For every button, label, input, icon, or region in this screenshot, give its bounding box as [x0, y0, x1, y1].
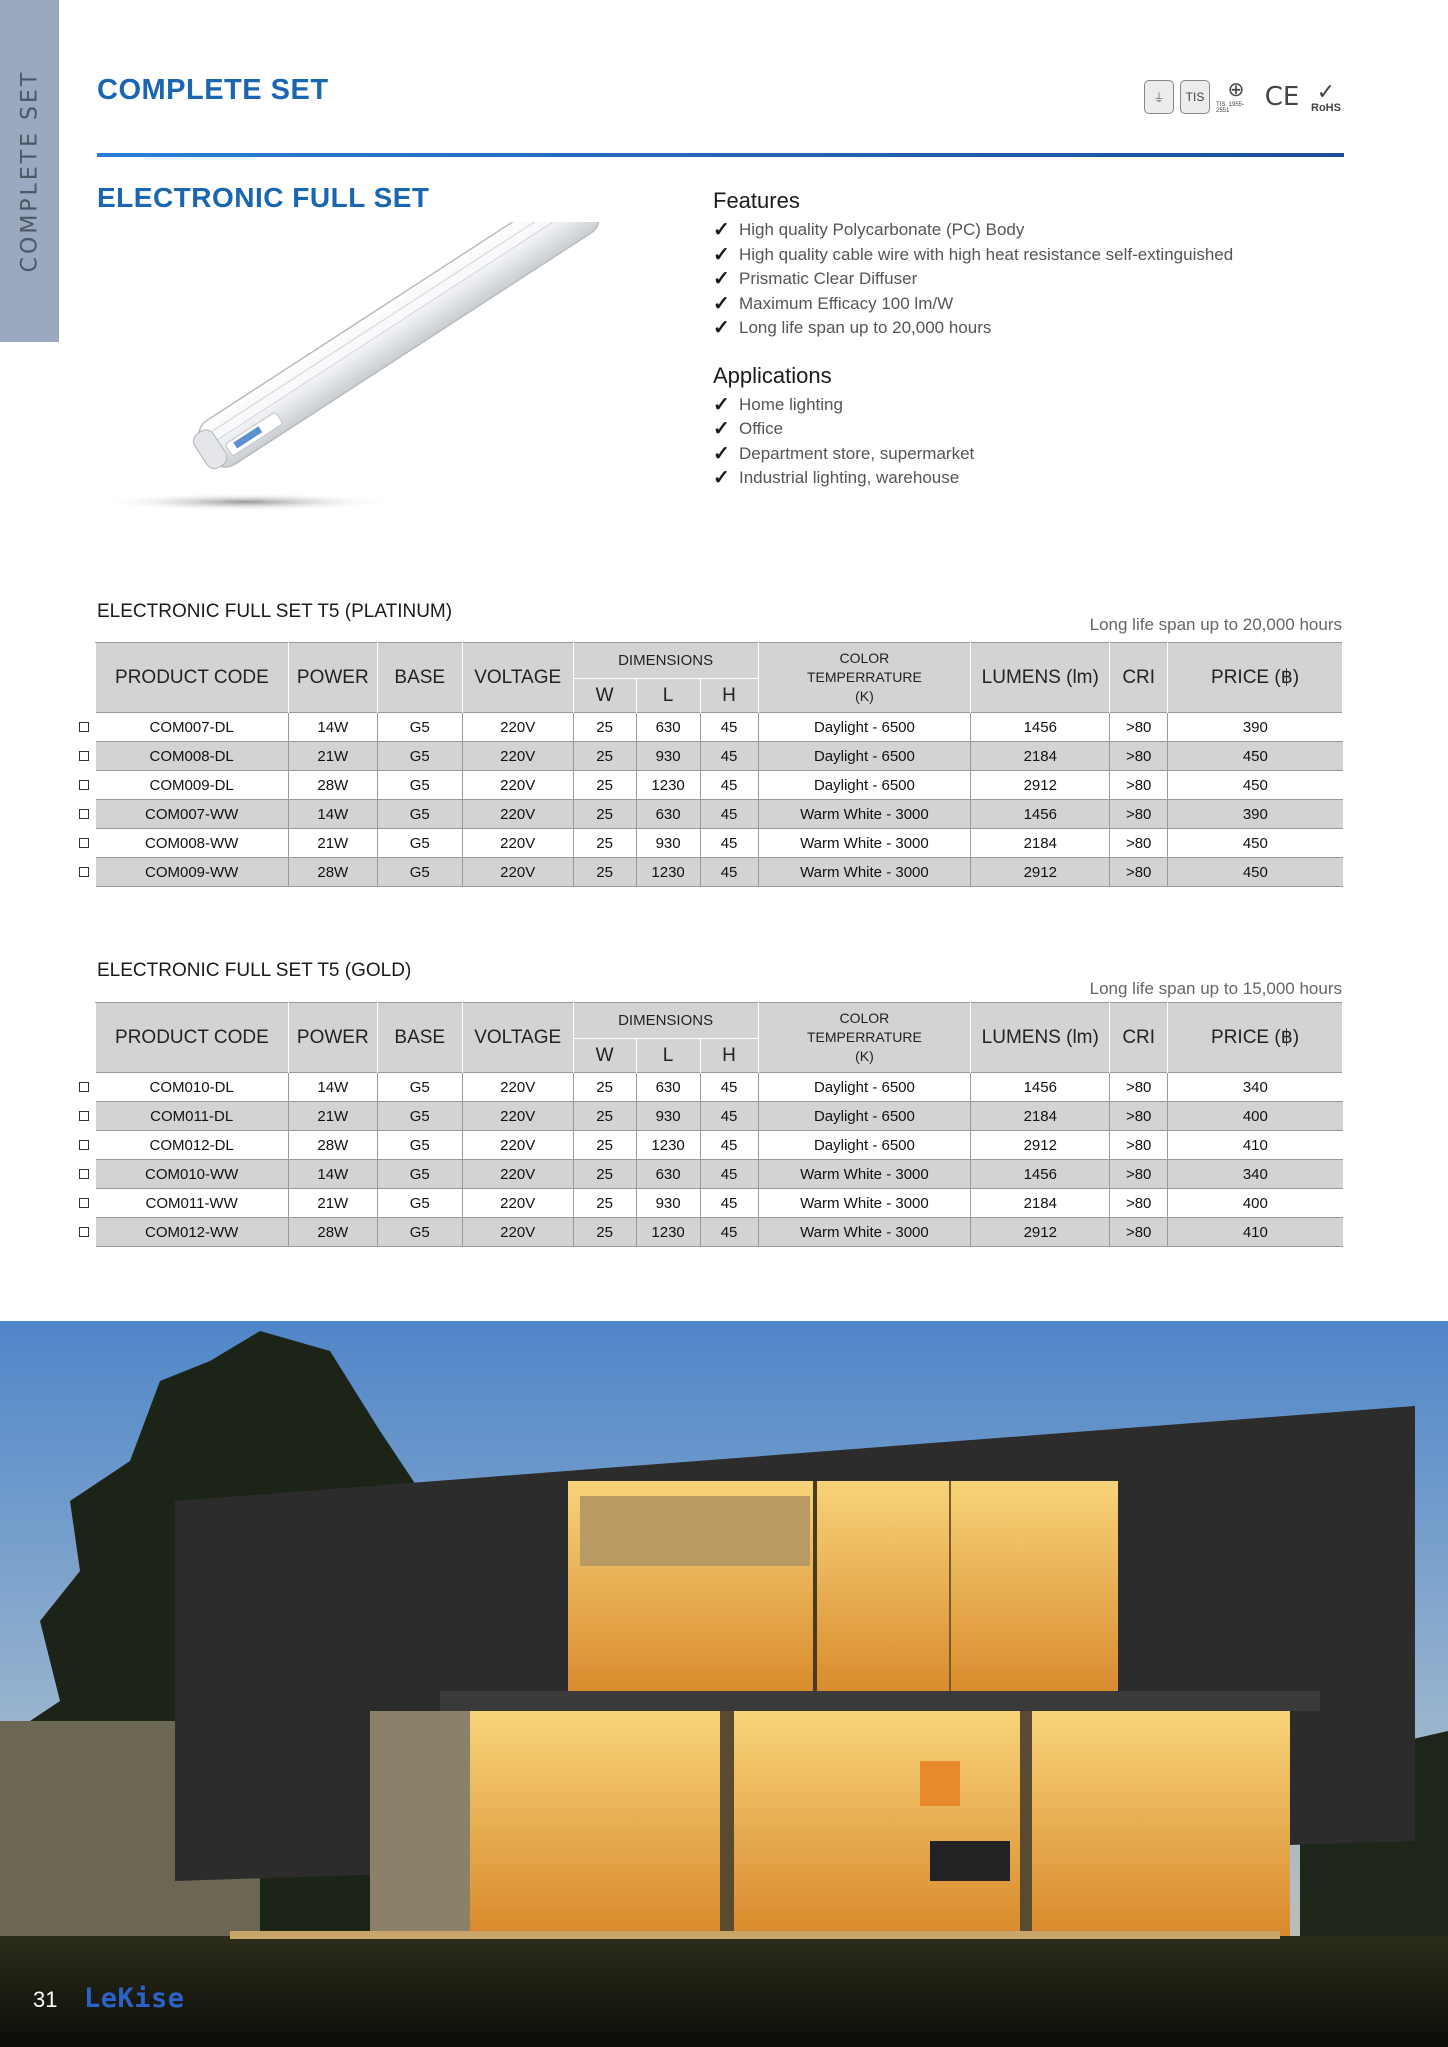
header-product-code: PRODUCT CODE — [96, 643, 289, 713]
cell-h: 45 — [700, 1218, 758, 1247]
product-code-text: COM011-DL — [150, 1107, 234, 1125]
side-tab-label: COMPLETE SET — [17, 69, 42, 273]
cell-l: 930 — [636, 829, 700, 858]
modern-house-night-photo-icon — [0, 1321, 1448, 2047]
cell-l: 1230 — [636, 1218, 700, 1247]
cell-l: 1230 — [636, 771, 700, 800]
header-cri: CRI — [1110, 643, 1168, 713]
cell-power: 28W — [288, 1218, 377, 1247]
cell-power: 21W — [288, 1102, 377, 1131]
page-title: COMPLETE SET — [97, 74, 329, 106]
cell-color: Warm White - 3000 — [758, 1189, 971, 1218]
applications-heading: Applications — [713, 362, 832, 388]
cell-w: 25 — [573, 1073, 636, 1102]
cell-lumens: 2912 — [971, 771, 1110, 800]
table-row — [96, 800, 1343, 829]
cell-voltage: 220V — [462, 1131, 573, 1160]
table-row — [96, 713, 1343, 742]
gold-table-title: ELECTRONIC FULL SET T5 (GOLD) — [97, 960, 412, 981]
gold-table-note: Long life span up to 15,000 hours — [1089, 979, 1342, 998]
cell-h: 45 — [700, 1073, 758, 1102]
table-row — [96, 771, 1343, 800]
check-icon: ✓ — [713, 418, 730, 440]
cell-color: Daylight - 6500 — [758, 1102, 971, 1131]
cell-l: 630 — [636, 1160, 700, 1189]
cell-code — [96, 1160, 289, 1189]
product-code-text: COM012-WW — [144, 1223, 239, 1241]
cell-cri: >80 — [1110, 829, 1168, 858]
platinum-table-body — [96, 713, 1343, 887]
cell-voltage: 220V — [462, 1102, 573, 1131]
row-checkbox[interactable] — [79, 1140, 89, 1150]
cell-cri: >80 — [1110, 858, 1168, 887]
cell-price: 390 — [1242, 718, 1268, 736]
header-color-temperature: COLOR TEMPERRATURE (K) — [758, 643, 971, 713]
check-icon: ✓ — [713, 442, 730, 465]
feature-item: ✓ Prismatic Clear Diffuser — [713, 268, 918, 290]
cell-w: 25 — [573, 1160, 636, 1189]
row-checkbox[interactable] — [79, 722, 89, 732]
features-list — [713, 218, 1373, 341]
cell-h: 45 — [700, 771, 758, 800]
application-item: ✓ Department store, supermarket — [713, 442, 975, 465]
cell-w: 25 — [573, 771, 636, 800]
table-row — [96, 829, 1343, 858]
cell-code — [96, 800, 289, 829]
cell-base: G5 — [377, 713, 462, 742]
cell-w: 25 — [573, 858, 636, 887]
cell-code — [96, 829, 289, 858]
tis-logo: TIS — [1180, 80, 1210, 114]
check-icon: ✓ — [713, 393, 730, 416]
cell-price: 410 — [1242, 1136, 1268, 1154]
table-row — [96, 1073, 1343, 1102]
product-code-text: COM009-DL — [149, 776, 234, 794]
cell-price: 450 — [1168, 742, 1343, 771]
cell-w: 25 — [573, 1189, 636, 1218]
cell-base: G5 — [377, 829, 462, 858]
product-code-text: COM010-WW — [144, 1165, 239, 1183]
cell-code — [96, 1073, 289, 1102]
check-icon: ✓ — [713, 219, 730, 241]
cell-price: 400 — [1242, 1194, 1268, 1212]
cell-base: G5 — [377, 1073, 462, 1102]
cell-w: 25 — [573, 1131, 636, 1160]
cell-code — [96, 713, 289, 742]
cell-w: 25 — [573, 742, 636, 771]
cell-l: 630 — [636, 800, 700, 829]
certification-logos — [1144, 80, 1344, 114]
cell-l: 630 — [636, 713, 700, 742]
page-number: 31 — [33, 1987, 58, 2012]
cell-h: 45 — [700, 829, 758, 858]
product-title: ELECTRONIC FULL SET — [97, 182, 430, 213]
cell-cri: >80 — [1110, 1189, 1168, 1218]
application-item: ✓ Office — [713, 418, 784, 440]
row-checkbox[interactable] — [79, 1169, 89, 1179]
cell-code — [96, 858, 289, 887]
row-checkbox[interactable] — [79, 780, 89, 790]
check-icon: ✓ — [713, 292, 730, 315]
row-checkbox[interactable] — [79, 1227, 89, 1237]
feature-item: ✓ High quality cable wire with high heat resistance self-extinguished — [713, 243, 1234, 266]
row-checkbox[interactable] — [79, 1111, 89, 1121]
header-cri: CRI — [1110, 1003, 1168, 1073]
cell-color: Warm White - 3000 — [758, 829, 971, 858]
cell-h: 45 — [700, 1160, 758, 1189]
cell-h: 45 — [700, 1131, 758, 1160]
product-code-text: COM007-DL — [149, 718, 234, 736]
cell-voltage: 220V — [462, 858, 573, 887]
cell-base: G5 — [377, 742, 462, 771]
cell-power: 28W — [288, 771, 377, 800]
cell-cri: >80 — [1110, 800, 1168, 829]
features-panel — [713, 188, 1373, 513]
cell-lumens: 2184 — [971, 829, 1110, 858]
cell-code — [96, 1131, 289, 1160]
header-price: PRICE (฿) — [1168, 1003, 1343, 1073]
header-l: L — [636, 1039, 700, 1073]
cell-cri: >80 — [1110, 742, 1168, 771]
header-h: H — [700, 1039, 758, 1073]
cell-cri: >80 — [1110, 1073, 1168, 1102]
cell-h: 45 — [700, 1102, 758, 1131]
product-code-text: COM009-WW — [144, 863, 239, 881]
cell-h: 45 — [700, 858, 758, 887]
row-checkbox[interactable] — [79, 1082, 89, 1092]
cell-lumens: 2184 — [971, 1189, 1110, 1218]
cell-l: 930 — [636, 742, 700, 771]
table-row — [96, 1131, 1343, 1160]
header-power: POWER — [288, 1003, 377, 1073]
gold-spec-table — [95, 1002, 1343, 1247]
cell-color: Warm White - 3000 — [758, 858, 971, 887]
cell-power: 14W — [288, 800, 377, 829]
header-dimensions: DIMENSIONS — [573, 643, 758, 679]
cell-code — [96, 771, 289, 800]
cell-l: 1230 — [636, 1131, 700, 1160]
product-code-text: COM012-DL — [149, 1136, 234, 1154]
feature-item: ✓ Long life span up to 20,000 hours — [713, 317, 992, 339]
check-icon: ✓ — [713, 268, 730, 290]
row-checkbox[interactable] — [79, 867, 89, 877]
row-checkbox[interactable] — [79, 1198, 89, 1208]
table-row — [96, 1160, 1343, 1189]
cell-voltage: 220V — [462, 713, 573, 742]
header-base: BASE — [377, 1003, 462, 1073]
cell-lumens: 2184 — [971, 742, 1110, 771]
cell-w: 25 — [573, 829, 636, 858]
cell-h: 45 — [700, 800, 758, 829]
header-base: BASE — [377, 643, 462, 713]
cell-voltage: 220V — [462, 1189, 573, 1218]
header-product-code: PRODUCT CODE — [96, 1003, 289, 1073]
product-code-text: COM011-WW — [145, 1194, 238, 1212]
cell-color: Warm White - 3000 — [758, 1160, 971, 1189]
header-power: POWER — [288, 643, 377, 713]
gold-table-body — [96, 1073, 1343, 1247]
cell-price: 340 — [1242, 1078, 1268, 1096]
cell-l: 930 — [636, 1189, 700, 1218]
cell-base: G5 — [377, 771, 462, 800]
cell-power: 21W — [288, 1189, 377, 1218]
cell-cri: >80 — [1110, 1160, 1168, 1189]
header-lumens: LUMENS (lm) — [971, 643, 1110, 713]
platinum-spec-table — [95, 642, 1343, 887]
cell-code — [96, 1189, 289, 1218]
table-row — [96, 1102, 1343, 1131]
applications-list — [713, 393, 1373, 491]
cell-lumens: 2912 — [971, 1218, 1110, 1247]
platinum-table-note: Long life span up to 20,000 hours — [1089, 615, 1342, 634]
cell-cri: >80 — [1110, 713, 1168, 742]
cell-color: Daylight - 6500 — [758, 1131, 971, 1160]
header-dimensions: DIMENSIONS — [573, 1003, 758, 1039]
features-heading: Features — [713, 188, 800, 213]
tis-standard-icon: ⊕ TIS. 1955-2551 — [1216, 79, 1245, 114]
cell-h: 45 — [700, 1189, 758, 1218]
cell-l: 930 — [636, 1102, 700, 1131]
cell-w: 25 — [573, 1218, 636, 1247]
cell-h: 45 — [700, 742, 758, 771]
header-price: PRICE (฿) — [1168, 643, 1343, 713]
cell-power: 28W — [288, 858, 377, 887]
cell-price: 450 — [1168, 858, 1343, 887]
cell-color: Daylight - 6500 — [758, 713, 971, 742]
header-voltage: VOLTAGE — [462, 643, 573, 713]
product-code-text: COM008-WW — [144, 834, 239, 852]
cell-color: Warm White - 3000 — [758, 1218, 971, 1247]
feature-item: ✓ High quality Polycarbonate (PC) Body — [713, 219, 1025, 241]
cell-cri: >80 — [1110, 771, 1168, 800]
cell-code — [96, 742, 289, 771]
cell-cri: >80 — [1110, 1218, 1168, 1247]
product-code-text: COM008-DL — [149, 747, 234, 765]
cell-lumens: 2912 — [971, 1131, 1110, 1160]
check-icon: ✓ — [713, 317, 730, 339]
cell-base: G5 — [377, 1102, 462, 1131]
product-code-text: COM010-DL — [149, 1078, 234, 1096]
cell-lumens: 2912 — [971, 858, 1110, 887]
cell-color: Daylight - 6500 — [758, 771, 971, 800]
table-row — [96, 858, 1343, 887]
application-item: ✓ Industrial lighting, warehouse — [713, 467, 960, 489]
row-checkbox[interactable] — [79, 809, 89, 819]
t5-batten-light-fixture-icon — [96, 222, 636, 522]
cell-base: G5 — [377, 1218, 462, 1247]
table-row — [96, 742, 1343, 771]
cell-power: 14W — [288, 1160, 377, 1189]
cell-color: Daylight - 6500 — [758, 1073, 971, 1102]
header-h: H — [700, 679, 758, 713]
cell-price: 450 — [1242, 776, 1268, 794]
feature-item: ✓ Maximum Efficacy 100 lm/W — [713, 292, 954, 315]
check-icon: ✓ — [713, 243, 730, 266]
cell-lumens: 1456 — [971, 800, 1110, 829]
header-color-temperature: COLOR TEMPERRATURE (K) — [758, 1003, 971, 1073]
cell-base: G5 — [377, 1131, 462, 1160]
cell-h: 45 — [700, 713, 758, 742]
cell-voltage: 220V — [462, 1218, 573, 1247]
table-row — [96, 1218, 1343, 1247]
cell-code — [96, 1218, 289, 1247]
cell-base: G5 — [377, 1189, 462, 1218]
cell-base: G5 — [377, 800, 462, 829]
cell-voltage: 220V — [462, 1073, 573, 1102]
header-w: W — [573, 1039, 636, 1073]
cell-voltage: 220V — [462, 829, 573, 858]
row-checkbox[interactable] — [79, 751, 89, 761]
cell-cri: >80 — [1110, 1131, 1168, 1160]
cell-power: 21W — [288, 742, 377, 771]
cell-code — [96, 1102, 289, 1131]
header-voltage: VOLTAGE — [462, 1003, 573, 1073]
grounding-icon: ⏚ — [1144, 80, 1174, 114]
cell-voltage: 220V — [462, 742, 573, 771]
cell-price: 400 — [1168, 1102, 1343, 1131]
cell-cri: >80 — [1110, 1102, 1168, 1131]
cell-l: 1230 — [636, 858, 700, 887]
cell-power: 14W — [288, 713, 377, 742]
cell-power: 28W — [288, 1131, 377, 1160]
cell-voltage: 220V — [462, 771, 573, 800]
cell-color: Warm White - 3000 — [758, 800, 971, 829]
product-code-text: COM007-WW — [144, 805, 239, 823]
cell-color: Daylight - 6500 — [758, 742, 971, 771]
row-checkbox[interactable] — [79, 838, 89, 848]
side-tab — [0, 0, 59, 342]
cell-w: 25 — [573, 800, 636, 829]
cell-lumens: 1456 — [971, 713, 1110, 742]
rohs-icon: ✓ RoHS — [1311, 78, 1341, 114]
platinum-table-title: ELECTRONIC FULL SET T5 (PLATINUM) — [97, 601, 453, 622]
header-divider — [97, 153, 1344, 157]
check-icon: ✓ — [713, 467, 730, 489]
ce-mark-icon: CE — [1264, 82, 1300, 112]
cell-base: G5 — [377, 1160, 462, 1189]
cell-w: 25 — [573, 713, 636, 742]
cell-power: 14W — [288, 1073, 377, 1102]
header-w: W — [573, 679, 636, 713]
cell-lumens: 1456 — [971, 1073, 1110, 1102]
cell-l: 630 — [636, 1073, 700, 1102]
application-item: ✓ Home lighting — [713, 393, 843, 416]
brand-logo: LeKise — [84, 1983, 185, 2014]
cell-power: 21W — [288, 829, 377, 858]
cell-base: G5 — [377, 858, 462, 887]
header-lumens: LUMENS (lm) — [971, 1003, 1110, 1073]
cell-price: 450 — [1242, 834, 1268, 852]
cell-voltage: 220V — [462, 1160, 573, 1189]
header-l: L — [636, 679, 700, 713]
cell-price: 340 — [1168, 1160, 1343, 1189]
cell-w: 25 — [573, 1102, 636, 1131]
cell-lumens: 1456 — [971, 1160, 1110, 1189]
cell-lumens: 2184 — [971, 1102, 1110, 1131]
cell-voltage: 220V — [462, 800, 573, 829]
cell-price: 410 — [1168, 1218, 1343, 1247]
table-row — [96, 1189, 1343, 1218]
cell-price: 390 — [1168, 800, 1343, 829]
